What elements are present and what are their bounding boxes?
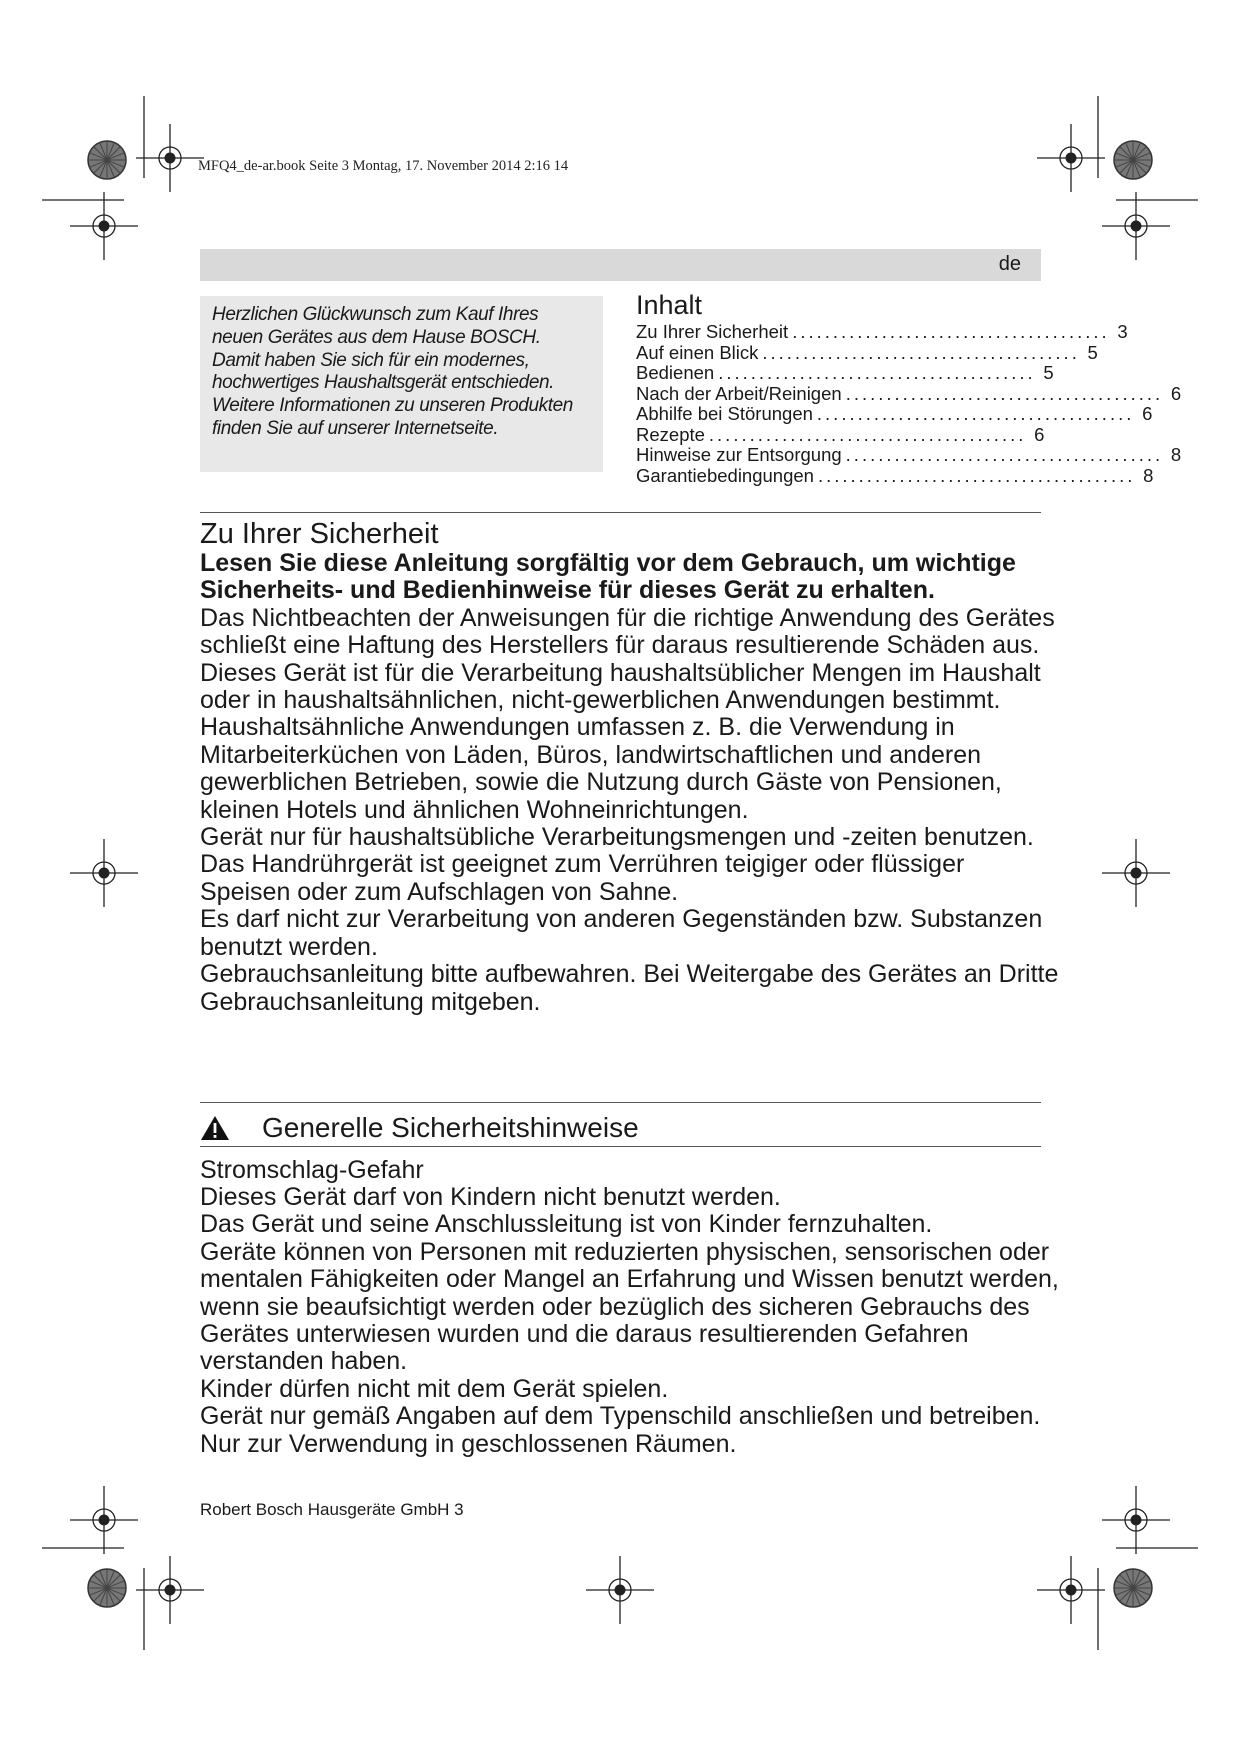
paragraph: Das Handrührgerät ist geeignet zum Verrühren teigiger oder flüssiger Speisen oder zum Aufschlagen von Sahne. <box>200 850 965 906</box>
safety-lead: Lesen Sie diese Anleitung sorgfältig vor dem Gebrauch, um wichtige Sicherheits- und Bedienhinweise für dieses Gerät zu erhalten. <box>200 549 1016 605</box>
crosshair-icon <box>1102 839 1170 907</box>
toc-entry[interactable]: Abhilfe bei Störungen ....................................... 6 <box>636 404 1041 425</box>
toc-entry-page: 5 <box>1087 341 1098 363</box>
safety-body <box>200 550 1060 1016</box>
toc-entry[interactable]: Bedienen ....................................... 5 <box>636 363 1041 384</box>
toc-entry-page: 6 <box>1170 382 1182 404</box>
toc-entry-label: Bedienen <box>636 362 715 383</box>
paragraph: Geräte können von Personen mit reduzierten physischen, sensorischen oder mentalen Fähigkeiten oder Mangel an Erfahrung und Wissen benutzt werden, wenn sie beaufsichtigt werden oder bezüglich des sicheren Gebrauchs des Gerätes unterwiesen wurden und die daraus resultierenden Gefahren verstanden haben. <box>200 1237 1059 1376</box>
paragraph: Gerät nur für haushaltsübliche Verarbeitungsmengen und -zeiten benutzen. <box>200 823 1034 852</box>
paragraph: Es darf nicht zur Verarbeitung von anderen Gegenständen bzw. Substanzen benutzt werden. <box>200 905 1043 961</box>
page-footer: Robert Bosch Hausgeräte GmbH 3 <box>200 1500 464 1519</box>
paragraph: Gerät nur gemäß Angaben auf dem Typenschild anschließen und betreiben. Nur zur Verwendung in geschlossenen Räumen. <box>200 1402 1041 1458</box>
divider <box>200 1102 1041 1103</box>
warning-title: Generelle Sicherheitshinweise <box>262 1112 639 1143</box>
crosshair-icon <box>1102 1486 1170 1554</box>
toc-title: Inhalt <box>636 290 703 320</box>
crosshair-icon <box>136 1556 204 1624</box>
language-tag: de <box>998 253 1021 275</box>
toc-entry-label: Abhilfe bei Störungen <box>636 403 813 424</box>
toc-entry-page: 3 <box>1117 321 1128 342</box>
paragraph: Kinder dürfen nicht mit dem Gerät spielen. <box>200 1374 669 1403</box>
divider <box>200 512 1041 513</box>
toc-entry[interactable]: Hinweise zur Entsorgung ....................................... 8 <box>636 445 1041 466</box>
toc-entry-page: 8 <box>1170 444 1182 465</box>
warning-heading <box>200 1112 639 1144</box>
toc-entry[interactable]: Auf einen Blick ....................................... 5 <box>636 343 1041 364</box>
print-header: MFQ4_de-ar.book Seite 3 Montag, 17. November 2014 2:16 14 <box>198 158 569 174</box>
toc-entry-page: 8 <box>1143 464 1154 486</box>
toc-entry-page: 6 <box>1034 423 1045 445</box>
toc-entry-page: 6 <box>1142 403 1153 424</box>
intro-box: Herzlichen Glückwunsch zum Kauf Ihres neuen Gerätes aus dem Hause BOSCH. Damit haben Sie sich für ein modernes, hochwertiges Haushaltsgerät entschieden. Weitere Informationen zu unseren Produkten finden Sie auf unserer Internetseite. <box>200 296 603 472</box>
crosshair-icon <box>586 1556 654 1624</box>
toc-entry-page: 5 <box>1043 362 1054 383</box>
paragraph: Das Gerät und seine Anschlussleitung ist von Kinder fernzuhalten. <box>200 1210 933 1239</box>
color-wheel-icon <box>1114 1569 1152 1607</box>
color-wheel-icon <box>1114 141 1152 179</box>
crosshair-icon <box>1102 192 1170 260</box>
subsection-title: Stromschlag-Gefahr <box>200 1156 424 1184</box>
toc-entry-label: Zu Ihrer Sicherheit <box>636 321 789 342</box>
toc-entry[interactable]: Nach der Arbeit/Reinigen ....................................... 6 <box>636 384 1041 405</box>
general-body <box>200 1184 1060 1458</box>
crosshair-icon <box>70 1486 138 1554</box>
crosshair-icon <box>136 124 204 192</box>
toc-entry-label: Auf einen Blick <box>636 341 759 363</box>
toc-entry-label: Hinweise zur Entsorgung <box>636 444 842 465</box>
warning-triangle-icon <box>200 1115 230 1141</box>
paragraph: Gebrauchsanleitung bitte aufbewahren. Bei Weitergabe des Gerätes an Dritte Gebrauchsanleitung mitgeben. <box>200 960 1059 1016</box>
crosshair-icon <box>70 839 138 907</box>
paragraph: Das Nichtbeachten der Anweisungen für die richtige Anwendung des Gerätes schließt eine Haftung des Herstellers für daraus resultierende Schäden aus. <box>200 603 1055 660</box>
toc-entry[interactable]: Rezepte ....................................... 6 <box>636 425 1041 446</box>
crosshair-icon <box>1037 124 1105 192</box>
toc-entry[interactable]: Zu Ihrer Sicherheit ....................................... 3 <box>636 322 1041 343</box>
color-wheel-icon <box>88 141 126 179</box>
toc-entry[interactable]: Garantiebedingungen ....................................... 8 <box>636 466 1041 487</box>
divider <box>200 1146 1041 1147</box>
toc-entry-label: Rezepte <box>636 423 705 445</box>
language-bar <box>200 249 1041 281</box>
toc-entry-label: Garantiebedingungen <box>636 464 814 486</box>
crosshair-icon <box>70 192 138 260</box>
table-of-contents <box>636 321 1182 486</box>
section-title: Zu Ihrer Sicherheit <box>200 518 439 550</box>
paragraph: Dieses Gerät darf von Kindern nicht benutzt werden. <box>200 1183 781 1211</box>
paragraph: Dieses Gerät ist für die Verarbeitung haushaltsüblicher Mengen im Haushalt oder in haushaltsähnlichen, nicht-gewerblichen Anwendungen bestimmt. Haushaltsähnliche Anwendungen umfassen z. B. die Verwendung in Mitarbeiterküchen von Läden, Büros, landwirtschaftlichen und anderen gewerblichen Betrieben, sowie die Nutzung durch Gäste von Pensionen, kleinen Hotels und ähnlichen Wohneinrichtungen. <box>200 658 1041 824</box>
toc-entry-label: Nach der Arbeit/Reinigen <box>636 382 842 404</box>
color-wheel-icon <box>88 1569 126 1607</box>
crosshair-icon <box>1037 1556 1105 1624</box>
